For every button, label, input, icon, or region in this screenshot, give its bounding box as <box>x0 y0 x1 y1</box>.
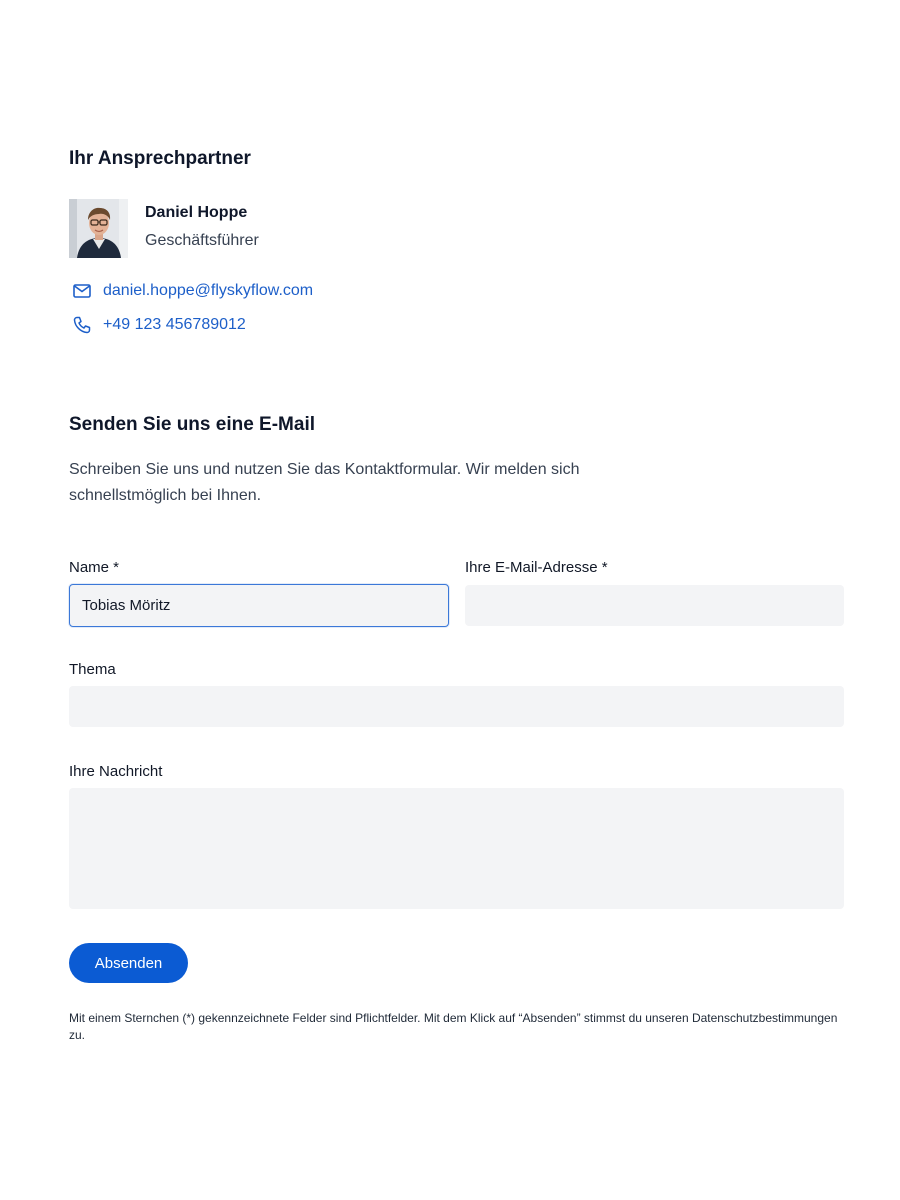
topic-input[interactable] <box>69 686 844 727</box>
contact-person-name: Daniel Hoppe <box>145 204 248 221</box>
submit-button[interactable]: Absenden <box>69 943 188 983</box>
message-label: Ihre Nachricht <box>69 763 163 780</box>
email-input[interactable] <box>465 585 844 626</box>
name-label: Name * <box>69 559 120 576</box>
email-label: Ihre E-Mail-Adresse * <box>465 559 608 576</box>
phone-icon <box>72 315 92 335</box>
form-intro: Schreiben Sie uns und nutzen Sie das Kontaktformular. Wir melden sich schnellstmöglich bei Ihnen. <box>69 461 580 504</box>
contact-email-row <box>69 281 313 301</box>
message-textarea[interactable] <box>69 788 844 909</box>
topic-label: Thema <box>69 661 116 678</box>
form-heading: Senden Sie uns eine E-Mail <box>69 414 316 435</box>
name-input[interactable] <box>69 584 449 627</box>
avatar <box>69 199 128 258</box>
contact-email-link[interactable]: daniel.hoppe@flyskyflow.com <box>103 282 314 299</box>
mail-icon <box>72 281 92 301</box>
contact-phone-link[interactable]: +49 123 456789012 <box>103 316 246 333</box>
contact-heading: Ihr Ansprechpartner <box>69 148 251 169</box>
required-fields-note: Mit einem Sternchen (*) gekennzeichnete Felder sind Pflichtfelder. Mit dem Klick auf “Absenden” stimmst du unseren Datenschutzbestimmungen zu. <box>69 1011 838 1042</box>
avatar-photo <box>69 199 128 258</box>
contact-phone-row <box>69 315 246 335</box>
contact-person-role: Geschäftsführer <box>145 232 259 249</box>
